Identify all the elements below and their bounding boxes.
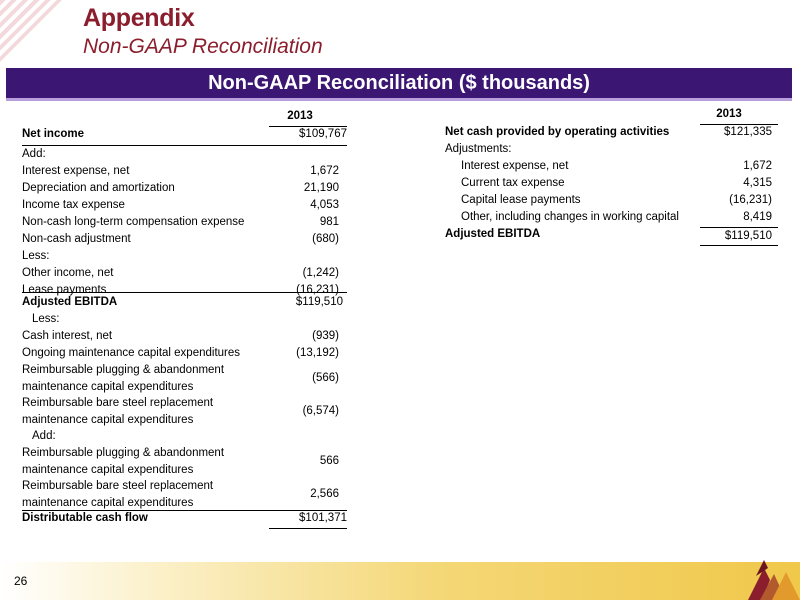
row-value: (566)	[312, 372, 339, 384]
row-value: 981	[319, 216, 339, 228]
table-row	[22, 480, 347, 514]
table-row	[22, 128, 347, 145]
header-underline	[269, 126, 347, 127]
row-divider	[22, 292, 347, 293]
table-row	[445, 126, 778, 143]
row-value: (16,231)	[296, 284, 339, 296]
table-row	[22, 165, 347, 182]
row-value: $121,335	[724, 126, 772, 138]
row-value: 1,672	[743, 160, 772, 172]
row-value: (13,192)	[296, 347, 339, 359]
row-label: Capital lease payments	[461, 194, 581, 206]
row-label: Interest expense, net	[22, 165, 130, 177]
row-divider	[22, 510, 347, 511]
row-value: 4,315	[743, 177, 772, 189]
table-row	[22, 330, 347, 347]
table-row	[445, 211, 778, 228]
row-label: Distributable cash flow	[22, 512, 148, 524]
row-label: Adjusted EBITDA	[445, 228, 541, 240]
row-value: $119,510	[724, 230, 772, 242]
row-label: Lease payments	[22, 284, 107, 296]
table-row	[22, 313, 347, 330]
row-label: Add:	[22, 148, 46, 160]
page-title: Appendix	[83, 4, 195, 32]
row-label: Cash interest, net	[22, 330, 113, 342]
row-divider	[22, 145, 347, 146]
company-logo	[742, 554, 800, 600]
row-value: 8,419	[743, 211, 772, 223]
table-row	[22, 512, 347, 529]
table-row	[22, 148, 347, 165]
table-row	[22, 267, 347, 284]
row-label: Depreciation and amortization	[22, 182, 175, 194]
row-label-line1: Reimbursable plugging & abandonment	[22, 447, 225, 459]
row-value: (16,231)	[729, 194, 772, 206]
row-label: Income tax expense	[22, 199, 125, 211]
table-row	[22, 216, 347, 233]
table-row	[22, 199, 347, 216]
row-label: Other, including changes in working capital	[461, 211, 679, 223]
table-row	[445, 228, 778, 245]
table-row	[445, 143, 778, 160]
row-label-line2: maintenance capital expenditures	[22, 497, 194, 509]
corner-stripes-cut	[0, 0, 62, 62]
section-banner: Non-GAAP Reconciliation ($ thousands)	[6, 68, 792, 101]
table-row	[22, 397, 347, 431]
column-header-year: 2013	[716, 108, 742, 120]
row-label: Ongoing maintenance capital expenditures	[22, 347, 241, 359]
row-label: Net cash provided by operating activities	[445, 126, 670, 138]
footer-bar	[0, 562, 800, 600]
table-row	[22, 296, 347, 313]
row-label-line1: Reimbursable plugging & abandonment	[22, 364, 225, 376]
page-number: 26	[14, 574, 28, 588]
row-label: Add:	[32, 430, 56, 442]
row-value: (1,242)	[302, 267, 339, 279]
table-row	[22, 364, 347, 398]
row-value: 2,566	[310, 488, 339, 500]
row-value: 4,053	[310, 199, 339, 211]
header-underline	[700, 124, 778, 125]
table-row	[22, 347, 347, 364]
row-label: Current tax expense	[461, 177, 565, 189]
total-underline	[269, 528, 347, 529]
row-value: 566	[319, 455, 339, 467]
row-label: Non-cash adjustment	[22, 233, 131, 245]
row-label-line1: Reimbursable bare steel replacement	[22, 480, 214, 492]
table-row	[22, 447, 347, 481]
row-label-line2: maintenance capital expenditures	[22, 464, 194, 476]
row-label: Less:	[32, 313, 60, 325]
row-label: Less:	[22, 250, 50, 262]
table-row	[445, 160, 778, 177]
row-value: $119,510	[295, 296, 343, 308]
row-label: Other income, net	[22, 267, 114, 279]
row-value: 1,672	[310, 165, 339, 177]
row-label-line2: maintenance capital expenditures	[22, 414, 194, 426]
row-label: Non-cash long-term compensation expense	[22, 216, 245, 228]
table-row	[445, 177, 778, 194]
row-label: Net income	[22, 128, 84, 140]
row-value: (680)	[312, 233, 339, 245]
row-label-line1: Reimbursable bare steel replacement	[22, 397, 214, 409]
row-label: Adjustments:	[445, 143, 512, 155]
row-value: $109,767	[299, 128, 347, 140]
table-row	[22, 430, 347, 447]
table-row	[22, 233, 347, 250]
page-subtitle: Non-GAAP Reconciliation	[83, 35, 323, 58]
row-value: (6,574)	[302, 405, 339, 417]
row-label-line2: maintenance capital expenditures	[22, 381, 194, 393]
row-label: Adjusted EBITDA	[22, 296, 118, 308]
column-header-year: 2013	[287, 110, 313, 122]
table-row	[22, 250, 347, 267]
row-value: 21,190	[303, 182, 339, 194]
table-row	[445, 194, 778, 211]
row-value: (939)	[312, 330, 339, 342]
row-value: $101,371	[299, 512, 347, 524]
total-underline	[700, 245, 778, 246]
table-row	[22, 182, 347, 199]
row-label: Interest expense, net	[461, 160, 569, 172]
